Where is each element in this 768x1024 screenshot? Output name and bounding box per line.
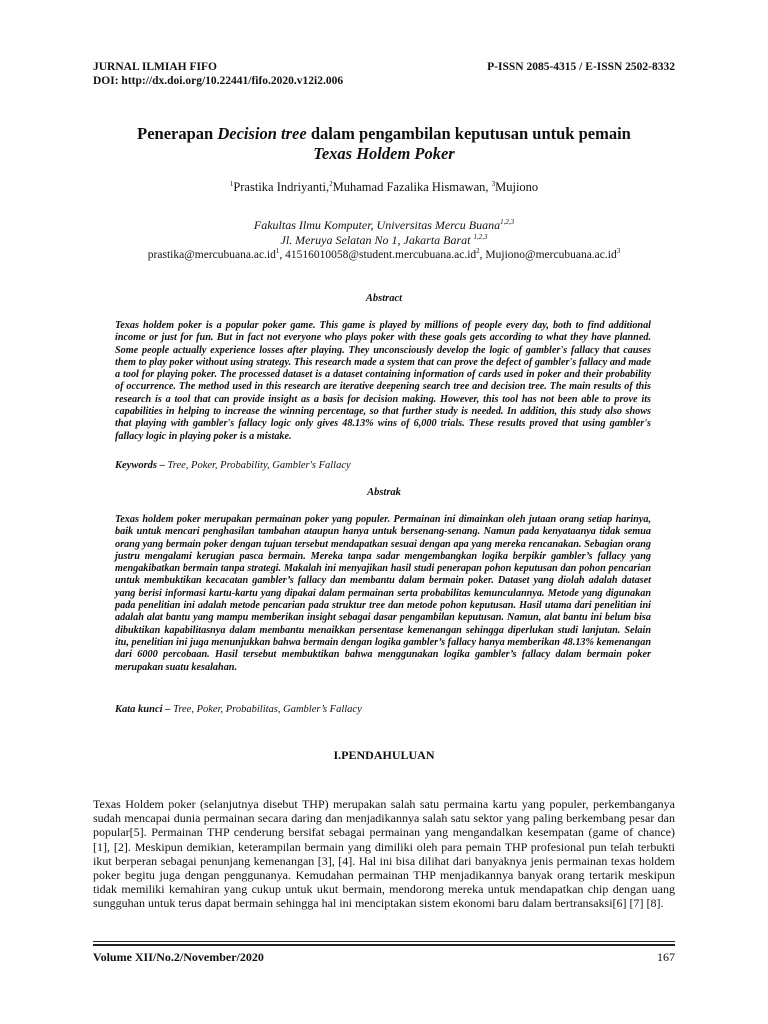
section-heading: I.PENDAHULUAN [333,748,435,762]
email-2[interactable]: , 41516010058@student.mercubuana.ac.id [279,249,477,261]
email-3-sup: 3 [616,247,621,256]
abstract-heading: Abstract [365,293,403,304]
author2: Muhamad Fazalika Hismawan, [332,180,492,194]
author3: Mujiono [495,180,539,194]
issn: P-ISSN 2085-4315 / E-ISSN 2502-8332 [487,61,675,73]
email-line [93,248,675,263]
abstrak-heading: Abstrak [367,487,401,498]
title-part1: Penerapan [137,124,218,143]
author-list [93,180,675,195]
keywords-line [115,460,651,471]
journal-name: JURNAL ILMIAH FIFO [93,61,217,73]
author3-sup: 3 [491,179,496,188]
intro-paragraph: Texas Holdem poker (selanjutnya disebut THP) merupakan salah satu permaina kartu yang populer, perkembanganya sudah mencapai dunia permainan secara daring dan menjadikannya salah satu sektor yang paling berkembang pesar dan popular[5]. Permainan THP cenderung bersifat sebagai permainan yang mengandalkan kesempatan (game of chance) [1], [2]. Meskipun demikian, keterampilan bermain yang dimiliki oleh para pemain THP profesional pun telah terbukti ikut berperan sebagai penunjang kemenangan [3], [4]. Hal ini bisa dilihat dari banyaknya jenis permainan texas holdem poker begitu juga dengan penggunanya. Kemudahan permainan THP menjadikannya banyak orang tertarik meskipun tidak memiliki kemahiran yang cukup untuk ukut bermain, mendorong mereka untuk mendapatkan chip dengan uang sungguhan untuk terus dapat bermain sehingga hal ini menciptakan sistem ekonomi baru dalam bertransaksi[6] [7] [8]. [93,797,675,911]
doi: DOI: http://dx.doi.org/10.22441/fifo.2020.v12i2.006 [93,75,344,87]
email-1-sup: 1 [275,247,280,256]
affiliation-line2 [93,233,675,248]
affiliation-line1 [93,218,675,233]
journal-header-line1 [93,60,675,74]
page-number: 167 [657,950,675,964]
author1-sup: 1 [229,179,234,188]
keywords-label: Keywords – [115,460,168,471]
footer-rule-thin [93,941,675,942]
author2-sup: 2 [329,179,333,188]
kata-kunci-value: Tree, Poker, Probabilitas, Gambler’s Fallacy [173,704,362,715]
affiliation-address: Jl. Meruya Selatan No 1, Jakarta Barat [280,233,474,247]
footer-rule-thick [93,944,675,946]
affiliation-sup1: 1,2,3 [500,218,515,226]
journal-header-line2 [93,74,675,88]
title-part2: Decision tree [217,124,307,143]
kata-kunci-label: Kata kunci – [115,704,174,715]
abstract-text: Texas holdem poker is a popular poker game. This game is played by millions of people every day, both to find additional income or just for fun. But in fact not everyone who plays poker with these goals gets according to what they have planned. Some people actually experience losses after playing. They unconsciously develop the logic of gambler's fallacy that causes them to play poker without using strategy. This research made a system that can prove the defect of gambler's fallacy and made a tool for playing poker. The processed dataset is a dataset containing information of cards used in poker and their probability of occurrence. The method used in this research are iterative deepening search tree and decision tree. The main results of this research is a tool that can provide insight as a basis for decision making. However, this tool has not been able to prove its capabilities in helping to increase the winning percentage, so that further study is needed. In addition, this study also shows that playing with gambler's fallacy logic only gives 48.13% wins of 6,000 trials. These results proved that using gambler's fallacy logic in playing poker is a mistake. [115,320,651,442]
title-line2: Texas Holdem Poker [313,144,455,163]
kata-kunci-line [115,704,651,715]
abstrak-text: Texas holdem poker merupakan permainan poker yang populer. Permainan ini dimainkan oleh jutaan orang setiap harinya, baik untuk mencari penghasilan tambahan ataupun hanya untuk bersenang-senang. Namun pada kenyataanya tidak semua orang yang bermain poker dengan tujuan tersebut mendapatkan sesuai dengan apa yang mereka rencanakan. Sebagian orang justru mengalami kerugian pasca bermain. Mereka tanpa sadar mengembangkan logika berpikir gambler’s fallacy yang mengakibatkan bermain tanpa strategi. Makalah ini menyajikan hasil studi penerapan pohon keputusan dan pohon pencarian untuk membuktikan kecacatan gambler’s fallacy dan membantu dalam bermain poker. Dataset yang diolah adalah dataset yang berisi informasi kartu-kartu yang dipakai dalam permainan serta probabilitas kemunculannya. Metode yang digunakan pada penelitian ini adalah metode pencarian pada struktur tree dan metode pohon keputusan. Hasil utama dari penelitian ini adalah alat bantu yang mampu memberikan insight sebagai dasar pengambilan keputusan. Namun, alat bantu ini belum bisa dibuktikan kapabilitasnya dalam membantu menaikkan persentase kemenangan sehingga diperlukan studi lanjutan. Selain itu, penelitian ini juga menunjukkan bahwa bermain dengan logika gambler’s fallacy hanya memberikan 48.13% kemenangan dari 6000 percobaan. Hasil tersebut membuktikan bahwa menggunakan logika gambler’s fallacy dalam bermain poker merupakan suatu kesalahan. [115,514,651,673]
keywords-value: Tree, Poker, Probability, Gambler's Fallacy [167,460,351,471]
email-3[interactable]: , Mujiono@mercubuana.ac.id [479,249,617,261]
affiliation-sup2: 1,2,3 [473,233,488,241]
author1: Prastika Indriyanti, [233,180,330,194]
email-2-sup: 2 [476,247,480,256]
title-part3: dalam pengambilan keputusan untuk pemain [306,124,631,143]
footer-volume: Volume XII/No.2/November/2020 [93,950,264,964]
email-1[interactable]: prastika@mercubuana.ac.id [147,249,276,261]
affiliation-faculty: Fakultas Ilmu Komputer, Universitas Mercu Buana [253,218,501,232]
paper-title [93,124,675,164]
